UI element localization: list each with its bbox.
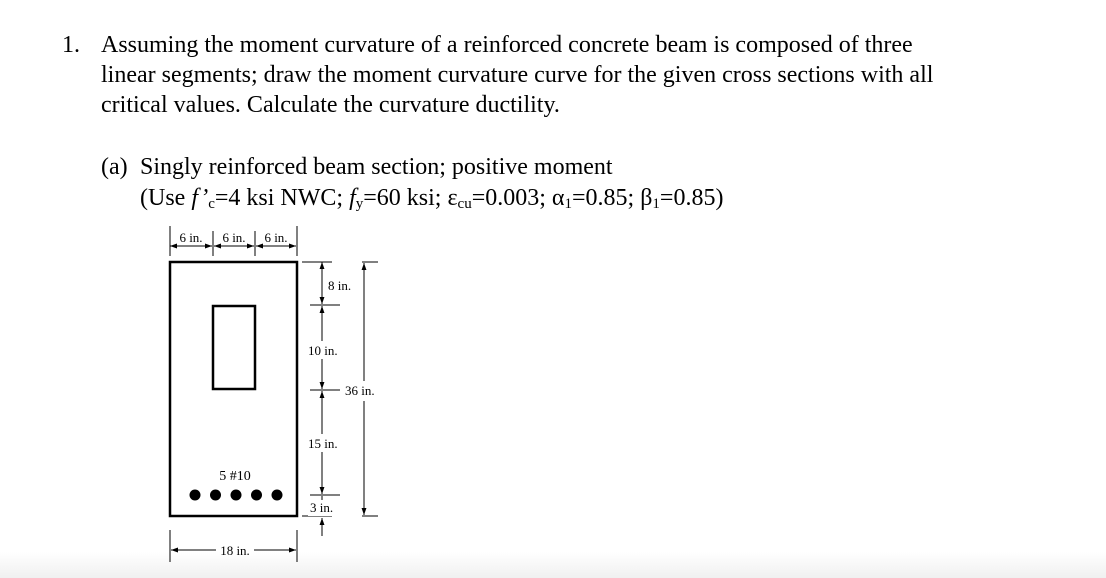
depth-dim-8: 8 in.: [328, 278, 352, 293]
beta-symbol: β: [640, 185, 653, 211]
rebar-dot: [251, 490, 262, 501]
problem-line-3: critical values. Calculate the curvature ductility.: [101, 92, 560, 118]
beam-void: [213, 306, 255, 389]
depth-dimensions: [302, 262, 340, 536]
depth-dim-10: 10 in.: [308, 343, 338, 358]
rebar-dot: [210, 490, 221, 501]
ecu-value: =0.003;: [471, 185, 552, 211]
fy-symbol: f: [349, 185, 356, 211]
problem-number: 1.: [62, 32, 80, 58]
problem-line-1: Assuming the moment curvature of a reinforced concrete beam is composed of three: [101, 32, 913, 58]
depth-dim-15: 15 in.: [308, 436, 338, 451]
top-dim-label-1: 6 in.: [179, 230, 203, 245]
ecu-symbol: ε: [447, 185, 458, 211]
problem-line-2: linear segments; draw the moment curvature curve for the given cross sections with all: [101, 62, 934, 88]
rebar-dot: [190, 490, 201, 501]
fy-value: =60 ksi;: [363, 185, 448, 211]
top-dim-label-3: 6 in.: [264, 230, 288, 245]
beta-value: =0.85): [659, 185, 724, 211]
depth-dim-3: 3 in.: [310, 500, 334, 515]
top-dim-label-2: 6 in.: [222, 230, 246, 245]
rebar-dot: [231, 490, 242, 501]
width-label: 18 in.: [220, 543, 250, 558]
part-a-label: (a): [101, 154, 128, 180]
rebar-dot: [272, 490, 283, 501]
alpha-value: =0.85;: [572, 185, 641, 211]
beta-sub: 1: [652, 196, 660, 212]
fc-symbol: f’: [191, 185, 209, 211]
rebar-dots: [190, 490, 283, 501]
part-a-title: Singly reinforced beam section; positive moment: [140, 154, 613, 180]
params-open: (Use: [140, 185, 192, 211]
alpha-symbol: α: [551, 185, 565, 211]
fc-value: =4 ksi NWC;: [214, 185, 350, 211]
alpha-sub: 1: [564, 196, 572, 212]
fc-sub: c: [208, 196, 215, 212]
total-height-label: 36 in.: [345, 383, 375, 398]
fy-sub: y: [355, 196, 364, 212]
ecu-sub: cu: [457, 196, 472, 212]
rebar-label: 5 #10: [219, 469, 251, 484]
